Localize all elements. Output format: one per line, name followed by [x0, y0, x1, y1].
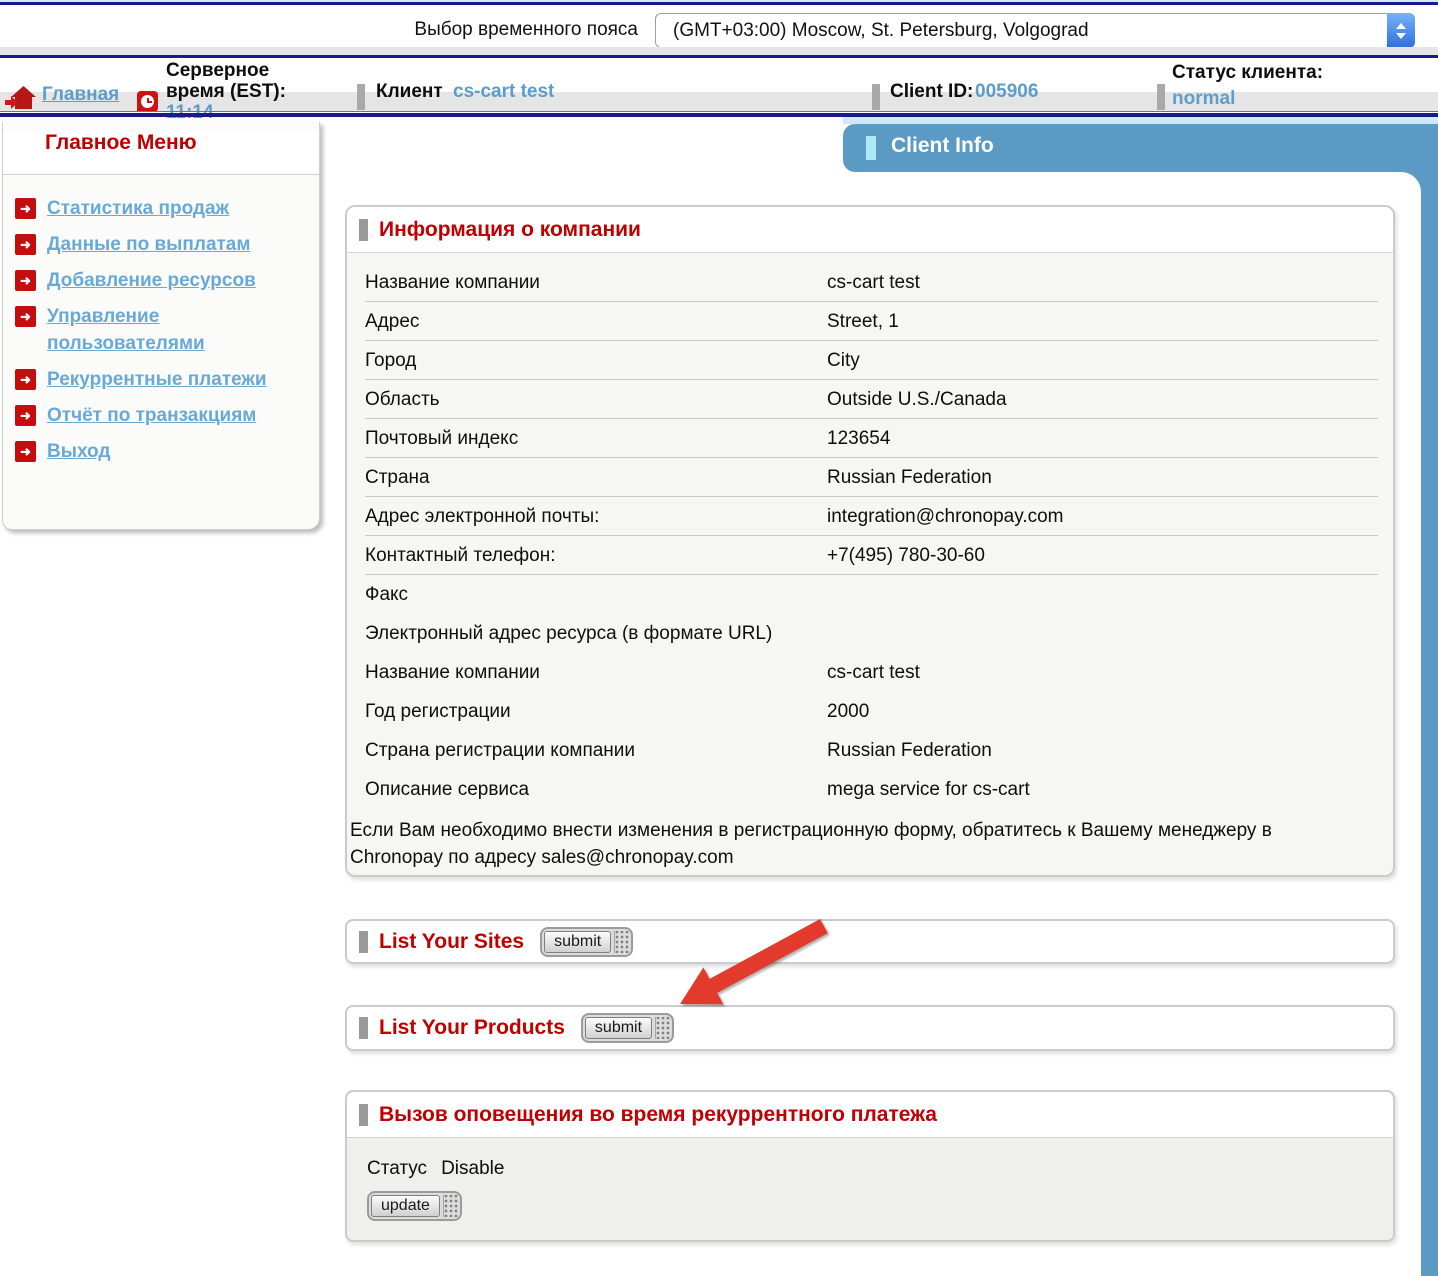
- recurring-status-row: [367, 1158, 1393, 1180]
- company-info-row: [365, 458, 1378, 497]
- sidebar-menu-item[interactable]: [15, 303, 309, 357]
- company-info-row: [365, 263, 1378, 302]
- panel-marker-icon: [359, 1104, 368, 1126]
- sidebar-menu-item[interactable]: [15, 231, 309, 258]
- sidebar-menu-item-label: Добавление ресурсов: [47, 270, 256, 291]
- field-label: Название компании: [365, 662, 540, 683]
- client-info-tab: [843, 124, 1438, 172]
- field-value: mega service for cs-cart: [827, 779, 1030, 800]
- client-info-tab-title: Client Info: [891, 134, 994, 157]
- recurring-notification-panel: [345, 1090, 1395, 1242]
- client-status-value: normal: [1172, 88, 1236, 109]
- list-sites-submit-button[interactable]: [540, 927, 633, 957]
- company-info-row: [365, 692, 1378, 731]
- arrow-bullet-icon: ➜: [15, 270, 36, 291]
- list-your-products-title: List Your Products: [379, 1016, 565, 1039]
- home-link[interactable]: Главная: [42, 84, 120, 105]
- field-label: Адрес: [365, 311, 420, 332]
- field-value: Street, 1: [827, 311, 899, 332]
- company-info-row: [365, 770, 1378, 809]
- field-value: integration@chronopay.com: [827, 506, 1064, 527]
- sidebar-menu-item-label: Управление пользователями: [47, 306, 205, 354]
- button-grip-icon: [655, 1017, 670, 1039]
- field-label: Область: [365, 389, 440, 410]
- field-value: cs-cart test: [827, 662, 920, 683]
- cyan-band: [843, 117, 1438, 124]
- company-info-note: Если Вам необходимо внести изменения в регистрационную форму, обратитесь к Вашему менеджеру в Chronopay по адресу sales@chronopay.com: [350, 820, 1272, 868]
- sidebar-menu-item-label: Данные по выплатам: [47, 234, 251, 255]
- client-label: Клиент: [376, 81, 443, 102]
- company-info-row: [365, 302, 1378, 341]
- status-value: Disable: [441, 1158, 505, 1179]
- field-label: Почтовый индекс: [365, 428, 519, 449]
- tab-marker-icon: [866, 136, 876, 160]
- company-info-row: [365, 497, 1378, 536]
- list-your-sites-panel: [345, 919, 1395, 964]
- company-info-rows: [347, 253, 1393, 809]
- main-menu-title: Главное Меню: [45, 131, 197, 154]
- clock-face: [141, 95, 154, 108]
- client-id-label: Client ID:: [890, 81, 974, 102]
- arrow-bullet-icon: ➜: [15, 306, 36, 327]
- home-icon[interactable]: [3, 84, 37, 111]
- arrow-bullet-icon: ➜: [15, 405, 36, 426]
- button-grip-icon: [614, 931, 629, 953]
- company-info-row: [365, 380, 1378, 419]
- company-info-header: [347, 207, 1393, 253]
- company-info-row: [365, 731, 1378, 770]
- field-label: Название компании: [365, 272, 540, 293]
- field-value: City: [827, 350, 860, 371]
- update-button[interactable]: [367, 1191, 462, 1221]
- field-label: Описание сервиса: [365, 779, 530, 800]
- field-value: Russian Federation: [827, 740, 992, 761]
- client-id-value: 005906: [975, 81, 1039, 102]
- sidebar-menu-item[interactable]: [15, 402, 309, 429]
- field-label: Факс: [365, 584, 409, 605]
- field-value: +7(495) 780-30-60: [827, 545, 985, 566]
- top-navy-line: [0, 2, 1438, 5]
- panel-marker-icon: [359, 1017, 368, 1039]
- field-label: Город: [365, 350, 417, 371]
- panel-marker-icon: [359, 931, 368, 953]
- client-status-label: Статус клиента:: [1172, 62, 1324, 83]
- arrow-bullet-icon: ➜: [15, 198, 36, 219]
- server-time-label-line1: Серверное: [166, 60, 270, 81]
- recurring-panel-title: Вызов оповещения во время рекуррентного платежа: [379, 1102, 937, 1126]
- panel-marker-icon: [359, 219, 368, 241]
- timezone-row-divider: [0, 47, 1438, 55]
- sidebar-menu-item[interactable]: [15, 267, 309, 294]
- header-bottom-thin-line: [0, 111, 1438, 112]
- company-info-row: [365, 614, 1378, 653]
- select-stepper-icon[interactable]: [1387, 13, 1415, 48]
- server-time-label-line2: время (EST):: [166, 81, 286, 102]
- field-label: Контактный телефон:: [365, 545, 556, 566]
- main-menu-header: [3, 131, 319, 175]
- sidebar-menu-item[interactable]: [15, 438, 309, 465]
- main-menu-list: [3, 175, 319, 465]
- field-label: Страна: [365, 467, 430, 488]
- arrow-bullet-icon: ➜: [15, 234, 36, 255]
- timezone-label: Выбор временного пояса: [414, 19, 638, 40]
- navy-line-2: [0, 55, 1438, 58]
- field-value: Outside U.S./Canada: [827, 389, 1007, 410]
- button-grip-icon: [443, 1195, 458, 1217]
- company-info-row: [365, 536, 1378, 575]
- field-value: Russian Federation: [827, 467, 992, 488]
- company-info-row: [365, 575, 1378, 614]
- list-products-submit-button[interactable]: [581, 1013, 674, 1043]
- field-label: Адрес электронной почты:: [365, 506, 600, 527]
- list-your-sites-title: List Your Sites: [379, 929, 525, 953]
- field-label: Электронный адрес ресурса (в формате URL): [365, 623, 773, 644]
- sidebar-menu-item[interactable]: [15, 366, 309, 393]
- sidebar-menu-item-label: Рекуррентные платежи: [47, 369, 267, 390]
- field-value: cs-cart test: [827, 272, 920, 293]
- company-info-title: Информация о компании: [379, 217, 641, 241]
- chevron-up-icon: [1396, 23, 1406, 29]
- field-label: Год регистрации: [365, 701, 511, 722]
- chevron-down-icon: [1396, 33, 1406, 39]
- sidebar-menu-item[interactable]: [15, 195, 309, 222]
- main-menu-panel: [2, 122, 320, 530]
- recurring-panel-body: [347, 1138, 1393, 1221]
- list-your-products-panel: [345, 1005, 1395, 1051]
- submit-button-label: submit: [544, 931, 611, 953]
- field-label: Страна регистрации компании: [365, 740, 636, 761]
- clock-icon: [137, 91, 158, 112]
- company-info-row: [365, 419, 1378, 458]
- header-separator-bar: [872, 84, 880, 110]
- field-value: 123654: [827, 428, 891, 449]
- arrow-bullet-icon: ➜: [15, 441, 36, 462]
- sidebar-menu-item-label: Статистика продаж: [47, 198, 230, 219]
- submit-button-label: submit: [585, 1017, 652, 1039]
- field-value: 2000: [827, 701, 870, 722]
- status-label: Статус: [367, 1158, 428, 1179]
- company-info-row: [365, 653, 1378, 692]
- recurring-panel-header: [347, 1092, 1393, 1138]
- header-separator-bar: [357, 84, 365, 110]
- client-name-value: cs-cart test: [453, 81, 555, 102]
- timezone-select[interactable]: [655, 13, 1415, 48]
- sidebar-menu-item-label: Отчёт по транзакциям: [47, 405, 257, 426]
- company-info-row: [365, 341, 1378, 380]
- red-annotation-arrow: [652, 916, 842, 1016]
- arrow-bullet-icon: ➜: [15, 369, 36, 390]
- sidebar-menu-item-label: Выход: [47, 441, 111, 462]
- company-info-panel: [345, 205, 1395, 877]
- right-blue-strip: [1421, 124, 1438, 1276]
- update-button-label: update: [371, 1195, 440, 1217]
- header-separator-bar: [1157, 84, 1165, 110]
- timezone-selected-value: (GMT+03:00) Moscow, St. Petersburg, Volgograd: [673, 20, 1089, 41]
